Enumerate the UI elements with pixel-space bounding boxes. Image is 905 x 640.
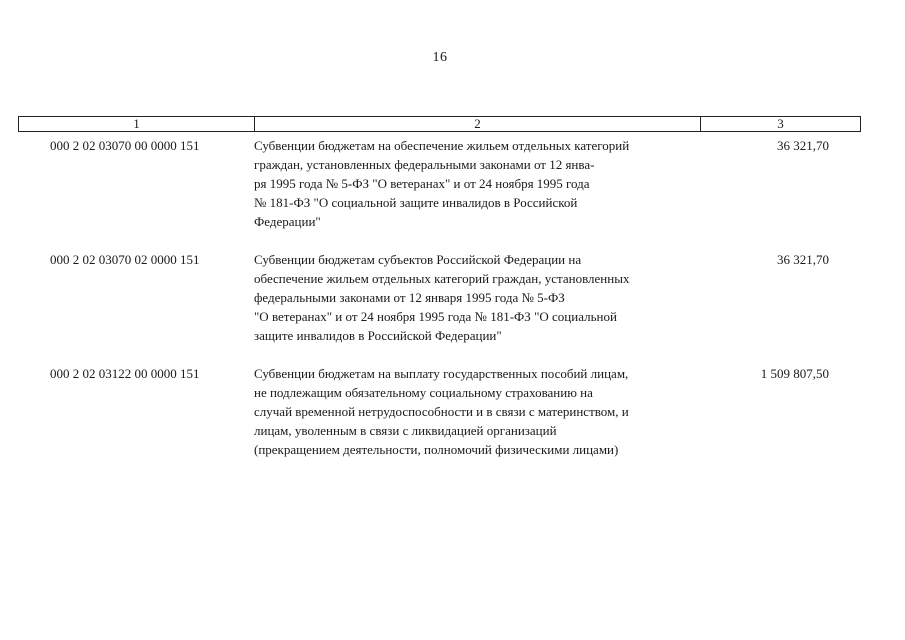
row-amount: 36 321,70 — [777, 252, 829, 267]
row-code: 000 2 02 03122 00 0000 151 — [50, 366, 200, 381]
table-row — [18, 364, 861, 459]
row-name: Субвенции бюджетам на выплату государственных пособий лицам, не подлежащим обязательному социальному страхованию на случай временной нетрудоспособности и в связи с материнством, и лицам, уволенным в связи с ликвидацией организаций (прекращением деятельности, полномочий физическими лицами) — [254, 366, 629, 457]
table-header-col-1: 1 — [19, 117, 255, 131]
row-amount: 36 321,70 — [777, 138, 829, 153]
row-name: Субвенции бюджетам на обеспечение жильем отдельных категорий граждан, установленных федеральными законами от 12 янва- ря 1995 года № 5-ФЗ "О ветеранах" и от 24 ноября 1995 года № 181-ФЗ "О социальной защите инвалидов в Российской Федерации" — [254, 138, 630, 229]
page-number: 16 — [432, 50, 448, 65]
table-header-col-2: 2 — [255, 117, 701, 131]
row-code: 000 2 02 03070 00 0000 151 — [50, 138, 200, 153]
row-amount: 1 509 807,50 — [760, 366, 829, 381]
table-header-row — [18, 116, 861, 132]
table-row — [18, 250, 861, 345]
row-code: 000 2 02 03070 02 0000 151 — [50, 252, 200, 267]
table-body — [18, 136, 861, 478]
row-name: Субвенции бюджетам субъектов Российской Федерации на обеспечение жильем отдельных категорий граждан, установленных федеральными законами от 12 января 1995 года № 5-ФЗ "О ветеранах" и от 24 ноября 1995 года № 181-ФЗ "О социальной защите инвалидов в Российской Федерации" — [254, 252, 630, 343]
table-row — [18, 136, 861, 231]
table-header-col-3: 3 — [777, 116, 784, 131]
